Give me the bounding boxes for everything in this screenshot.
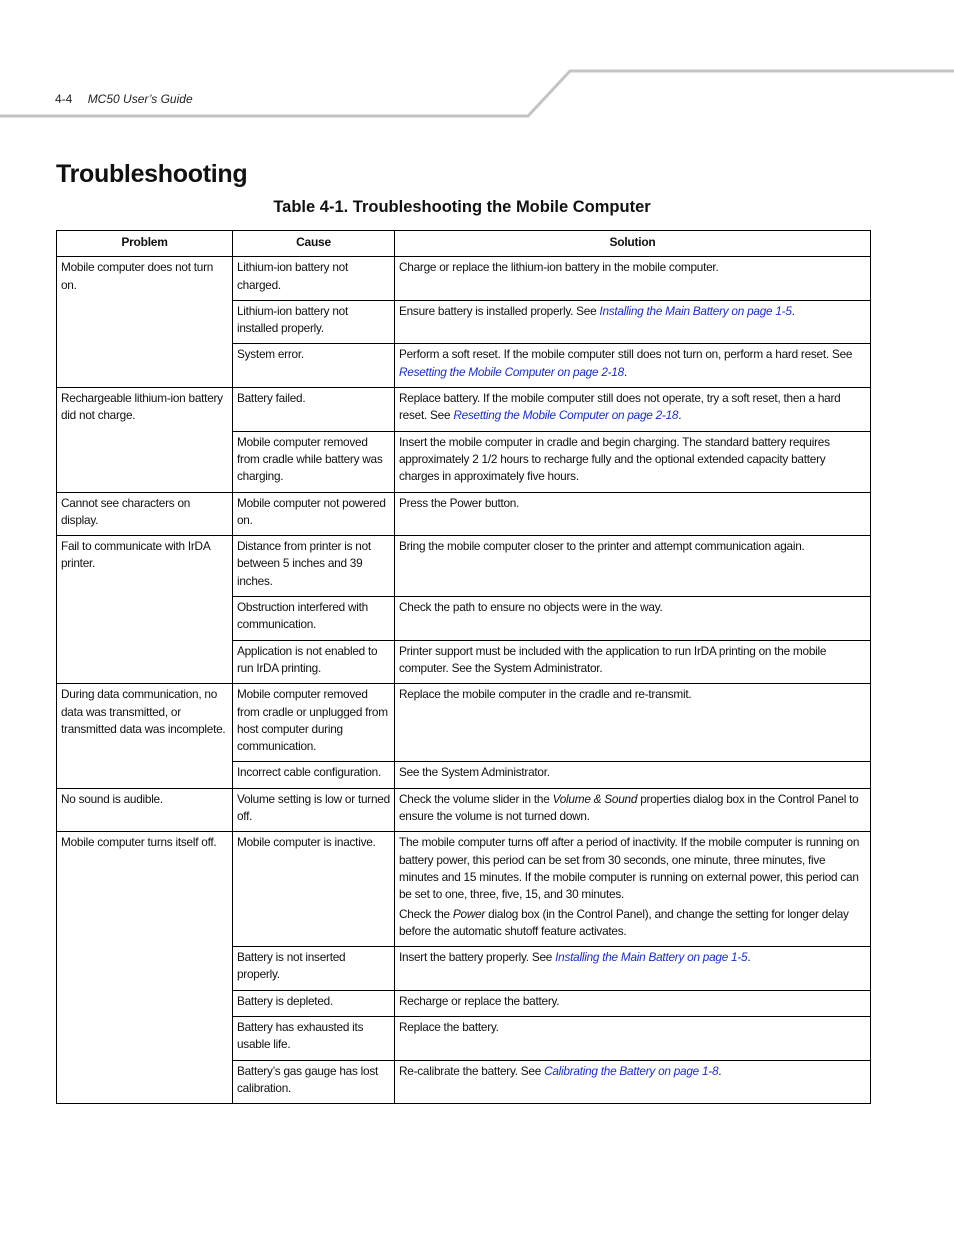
solution-paragraph (399, 538, 866, 555)
problem-cell: Rechargeable lithium-ion battery did not charge. (57, 388, 233, 492)
cross-reference-link[interactable]: Resetting the Mobile Computer on page 2-18 (453, 408, 679, 423)
solution-paragraph (399, 1063, 866, 1080)
cause-cell: Application is not enabled to run IrDA printing. (233, 640, 395, 684)
solution-paragraph (399, 949, 866, 966)
cause-cell: Lithium-ion battery not installed properly. (233, 300, 395, 344)
table-row (57, 536, 871, 597)
problem-cell: No sound is audible. (57, 788, 233, 832)
solution-paragraph (399, 791, 866, 826)
table-caption: Table 4-1. Troubleshooting the Mobile Computer (273, 198, 651, 216)
problem-cell: During data communication, no data was transmitted, or transmitted data was incomplete. (57, 684, 233, 788)
table-row (57, 492, 871, 536)
solution-text: . (678, 408, 682, 423)
emphasized-text: Volume & Sound (552, 791, 638, 806)
solution-text: . (747, 950, 751, 965)
solution-paragraph (399, 495, 866, 512)
cause-cell: Mobile computer not powered on. (233, 492, 395, 536)
table-row (57, 788, 871, 832)
problem-cell: Mobile computer does not turn on. (57, 257, 233, 388)
cause-cell: Mobile computer is inactive. (233, 832, 395, 947)
column-header-problem: Problem (57, 231, 233, 257)
section-title: Troubleshooting (56, 160, 248, 188)
table-row (57, 257, 871, 301)
solution-text: Press the Power button. (399, 495, 520, 510)
solution-paragraph (399, 434, 866, 486)
solution-text: properties dialog box in the Control Panel to ensure the volume is not turned down. (399, 791, 859, 824)
solution-cell (395, 640, 871, 684)
cross-reference-link[interactable]: Resetting the Mobile Computer on page 2-18 (399, 364, 624, 379)
solution-paragraph (399, 1019, 866, 1036)
cause-cell: Volume setting is low or turned off. (233, 788, 395, 832)
emphasized-text: Power (452, 906, 486, 921)
solution-text: Check the (399, 906, 453, 921)
page-header-rule (0, 0, 954, 130)
solution-text: Replace battery. If the mobile computer still does not operate, try a soft reset, then a hard reset. See (399, 391, 841, 423)
table-header-row (57, 231, 871, 257)
solution-text: Check the volume slider in the (399, 791, 553, 806)
problem-cell: Fail to communicate with IrDA printer. (57, 536, 233, 684)
cause-cell: Mobile computer removed from cradle or unplugged from host computer during communication. (233, 684, 395, 762)
problem-cell: Mobile computer turns itself off. (57, 832, 233, 1104)
solution-text: Re-calibrate the battery. See (399, 1063, 545, 1078)
solution-paragraph (399, 346, 866, 381)
solution-text: Charge or replace the lithium-ion battery in the mobile computer. (399, 260, 719, 275)
solution-text: Printer support must be included with the application to run IrDA printing on the mobile computer. See the System Administrator. (399, 643, 827, 675)
solution-cell (395, 832, 871, 947)
column-header-solution: Solution (395, 231, 871, 257)
solution-text: Recharge or replace the battery. (399, 993, 560, 1008)
cause-cell: Obstruction interfered with communication. (233, 597, 395, 641)
cause-cell: Mobile computer removed from cradle while battery was charging. (233, 431, 395, 492)
solution-paragraph (399, 906, 866, 941)
running-header (55, 92, 193, 106)
solution-paragraph (399, 764, 866, 781)
solution-text: Bring the mobile computer closer to the printer and attempt communication again. (399, 539, 805, 554)
solution-paragraph (399, 303, 866, 320)
solution-text: . (791, 303, 795, 318)
cross-reference-link[interactable]: Calibrating the Battery on page 1-8 (544, 1063, 719, 1078)
solution-text: See the System Administrator. (399, 765, 550, 780)
solution-cell (395, 257, 871, 301)
table-row (57, 832, 871, 947)
table-row (57, 388, 871, 432)
solution-paragraph (399, 643, 866, 678)
solution-cell (395, 344, 871, 388)
page-number: 4-4 (55, 92, 73, 106)
solution-text: dialog box (in the Control Panel), and change the setting for longer delay before the automatic shutoff feature activates. (399, 906, 849, 938)
solution-text: . (718, 1063, 722, 1078)
solution-cell (395, 788, 871, 832)
solution-text: . (623, 364, 627, 379)
solution-cell (395, 597, 871, 641)
solution-cell (395, 990, 871, 1016)
solution-text: Insert the mobile computer in cradle and begin charging. The standard battery requires approximately 2 1/2 hours to recharge fully and the optional extended capacity battery charges in approximately five hours. (399, 434, 830, 484)
document-title: MC50 User’s Guide (87, 92, 193, 106)
solution-text: Replace the mobile computer in the cradle and re-transmit. (399, 687, 692, 702)
solution-cell (395, 388, 871, 432)
problem-cell: Cannot see characters on display. (57, 492, 233, 536)
cause-cell: Battery’s gas gauge has lost calibration. (233, 1060, 395, 1104)
cause-cell: Battery failed. (233, 388, 395, 432)
table-body (57, 257, 871, 1104)
solution-paragraph (399, 259, 866, 276)
solution-cell (395, 684, 871, 762)
solution-text: Check the path to ensure no objects were in the way. (399, 600, 663, 615)
cause-cell: Distance from printer is not between 5 inches and 39 inches. (233, 536, 395, 597)
column-header-cause: Cause (233, 231, 395, 257)
solution-paragraph (399, 599, 866, 616)
solution-cell (395, 1016, 871, 1060)
solution-cell (395, 536, 871, 597)
solution-paragraph (399, 686, 866, 703)
solution-text: Insert the battery properly. See (399, 950, 556, 965)
solution-paragraph (399, 993, 866, 1010)
solution-cell (395, 431, 871, 492)
solution-text: Perform a soft reset. If the mobile computer still does not turn on, perform a hard reset. See (399, 347, 853, 362)
solution-cell (395, 947, 871, 991)
cross-reference-link[interactable]: Installing the Main Battery on page 1-5 (599, 303, 792, 318)
cause-cell: Lithium-ion battery not charged. (233, 257, 395, 301)
solution-cell (395, 492, 871, 536)
cross-reference-link[interactable]: Installing the Main Battery on page 1-5 (555, 950, 748, 965)
cause-cell: Battery is not inserted properly. (233, 947, 395, 991)
solution-text: Replace the battery. (399, 1019, 499, 1034)
table-row (57, 684, 871, 762)
solution-cell (395, 1060, 871, 1104)
solution-paragraph (399, 390, 866, 425)
solution-text: The mobile computer turns off after a period of inactivity. If the mobile computer is running on battery power, this period can be set from 30 seconds, one minute, three minutes, five minutes and 15 minutes. If the mobile computer is running on external power, this period can be set to one, three, five, 15, and 30 minutes. (399, 835, 860, 902)
troubleshooting-table (56, 230, 871, 1104)
cause-cell: Battery has exhausted its usable life. (233, 1016, 395, 1060)
solution-cell (395, 300, 871, 344)
cause-cell: System error. (233, 344, 395, 388)
solution-paragraph (399, 834, 866, 903)
cause-cell: Incorrect cable configuration. (233, 762, 395, 788)
solution-cell (395, 762, 871, 788)
cause-cell: Battery is depleted. (233, 990, 395, 1016)
solution-text: Ensure battery is installed properly. See (399, 303, 600, 318)
